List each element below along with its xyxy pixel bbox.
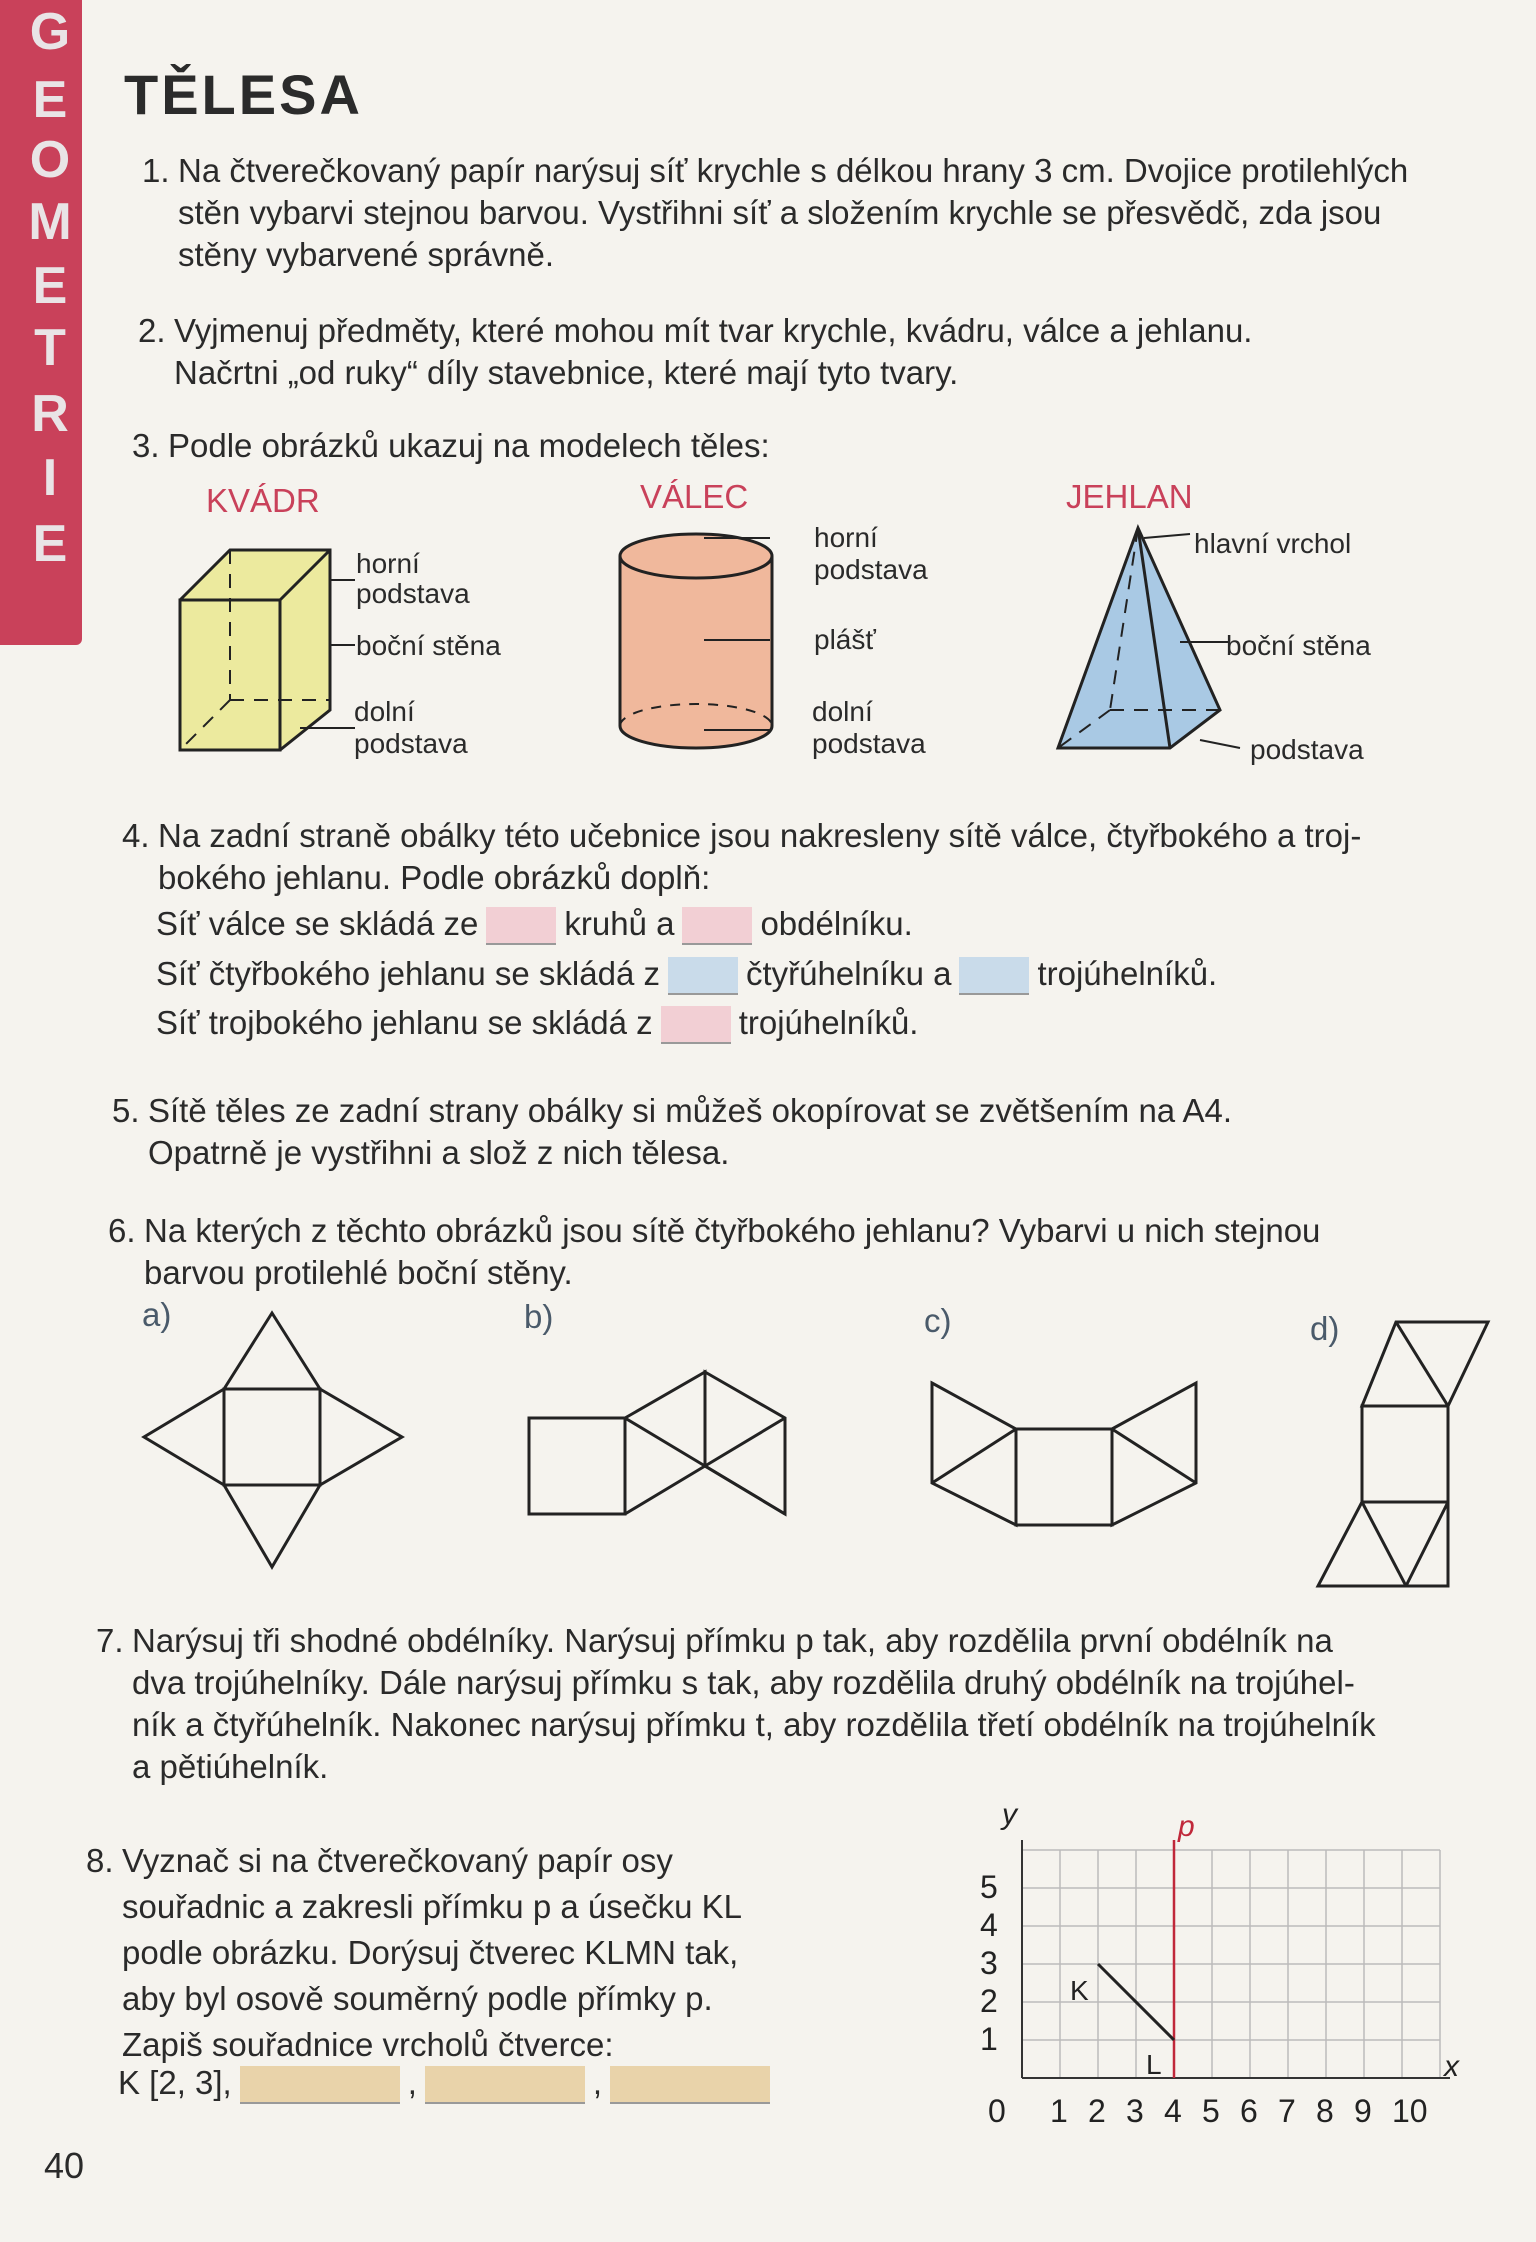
- y-tick-label: 5: [980, 1869, 998, 1905]
- side-tab-letter: O: [29, 131, 71, 189]
- page-title: TĚLESA: [124, 63, 363, 126]
- page-number: 40: [44, 2145, 85, 2186]
- net-a-drawing: [140, 1305, 410, 1575]
- cuboid-drawing: [170, 540, 370, 760]
- task-1: [142, 150, 1478, 276]
- x-tick-label: 5: [1202, 2093, 1220, 2129]
- task-6: [108, 1210, 1504, 1294]
- x-tick-label: 9: [1354, 2093, 1372, 2129]
- task-4: [122, 815, 1498, 899]
- task-line: Narýsuj tři shodné obdélníky. Narýsuj přímku p tak, aby rozdělila první obdélník na: [132, 1622, 1333, 1659]
- answer-blank[interactable]: [240, 2066, 400, 2104]
- valec-label-bottom-2: podstava: [812, 728, 926, 759]
- net-c-drawing: [928, 1375, 1208, 1535]
- y-tick-label: 1: [980, 2021, 998, 2057]
- task-line: Zapiš souřadnice vrcholů čtverce:: [122, 2026, 614, 2063]
- answer-row: [118, 2064, 778, 2104]
- fill-text: kruhů a: [564, 905, 675, 942]
- kvadr-title: KVÁDR: [206, 482, 320, 519]
- y-tick-label: 4: [980, 1907, 998, 1943]
- y-axis-label: y: [1002, 1798, 1017, 1831]
- side-tab-letter: R: [31, 385, 69, 443]
- task-line: Opatrně je vystřihni a slož z nich tělesa.: [148, 1134, 730, 1171]
- side-tab-letter: M: [28, 193, 72, 251]
- task-number: 7.: [96, 1622, 124, 1659]
- net-b-drawing: [525, 1368, 795, 1518]
- valec-title: VÁLEC: [640, 478, 749, 515]
- x-tick-label: 1: [1050, 2093, 1068, 2129]
- task-number: 6.: [108, 1212, 136, 1249]
- option-b-label: b): [524, 1298, 554, 1335]
- blank-field[interactable]: [661, 1006, 731, 1044]
- fill-text: Síť čtyřbokého jehlanu se skládá z: [156, 955, 660, 992]
- task-line: bokého jehlanu. Podle obrázků doplň:: [158, 859, 711, 896]
- kvadr-label-top-2: podstava: [356, 578, 470, 609]
- separator: ,: [407, 2064, 417, 2101]
- fill-text: obdélníku.: [760, 905, 913, 942]
- x-tick-label: 2: [1088, 2093, 1106, 2129]
- option-a-label: a): [142, 1296, 172, 1333]
- task-8: [86, 1838, 882, 2068]
- cylinder-drawing: [612, 518, 812, 763]
- jehlan-label-apex: hlavní vrchol: [1194, 528, 1352, 559]
- fill-text: trojúhelníků.: [1037, 955, 1218, 992]
- jehlan-title: JEHLAN: [1066, 478, 1193, 515]
- side-tab-letter: E: [32, 257, 68, 315]
- jehlan-label-base: podstava: [1250, 734, 1364, 765]
- valec-label-top-2: podstava: [814, 554, 928, 585]
- task-line: ník a čtyřúhelník. Nakonec narýsuj přímku t, aby rozdělila třetí obdélník na trojúhelník: [132, 1706, 1376, 1743]
- x-tick-label: 3: [1126, 2093, 1144, 2129]
- task-line: Na zadní straně obálky této učebnice jsou nakresleny sítě válce, čtyřbokého a troj-: [158, 817, 1362, 854]
- x-tick-label: 10: [1392, 2093, 1428, 2129]
- fill-text: čtyřúhelníku a: [746, 955, 952, 992]
- task-line: Na kterých z těchto obrázků jsou sítě čtyřbokého jehlanu? Vybarvi u nich stejnou: [144, 1212, 1321, 1249]
- task-line: Vyjmenuj předměty, které mohou mít tvar krychle, kvádru, válce a jehlanu.: [174, 312, 1253, 349]
- task-number: 1.: [142, 152, 170, 189]
- task-number: 2.: [138, 312, 166, 349]
- task-number: 3.: [132, 427, 160, 464]
- answer-prefix: K [2, 3],: [118, 2064, 232, 2101]
- task-line: barvou protilehlé boční stěny.: [144, 1254, 573, 1291]
- task-number: 5.: [112, 1092, 140, 1129]
- task-line: stěn vybarvi stejnou barvou. Vystřihni síť a složením krychle se přesvědč, zda jsou: [178, 194, 1382, 231]
- section-side-tab: [0, 0, 82, 645]
- y-tick-label: 2: [980, 1983, 998, 2019]
- task-line: Sítě těles ze zadní strany obálky si můžeš okopírovat se zvětšením na A4.: [148, 1092, 1233, 1129]
- origin-label: 0: [988, 2093, 1006, 2129]
- x-axis-label: x: [1444, 2050, 1459, 2083]
- kvadr-label-top-1: horní: [356, 548, 420, 579]
- net-d-drawing: [1310, 1318, 1500, 1598]
- point-k-label: K: [1070, 1975, 1089, 2006]
- valec-label-side: plášť: [814, 624, 876, 655]
- kvadr-label-bottom-2: podstava: [354, 728, 468, 759]
- x-tick-label: 8: [1316, 2093, 1334, 2129]
- task-number: 8.: [86, 1842, 114, 1879]
- task-line: podle obrázku. Dorýsuj čtverec KLMN tak,: [122, 1934, 739, 1971]
- answer-blank[interactable]: [610, 2066, 770, 2104]
- valec-label-bottom-1: dolní: [812, 696, 873, 727]
- kvadr-label-side: boční stěna: [356, 630, 501, 661]
- line-p-label: p: [1178, 1810, 1195, 1843]
- side-tab-letter: I: [42, 449, 58, 507]
- axis-ticks: [980, 1869, 1428, 2129]
- task-number: 4.: [122, 817, 150, 854]
- side-tab-letter: E: [32, 71, 68, 129]
- task-line: a pětiúhelník.: [132, 1748, 329, 1785]
- fill-text: Síť trojbokého jehlanu se skládá z: [156, 1004, 653, 1041]
- side-tab-letter: G: [29, 3, 71, 61]
- task-line: dva trojúhelníky. Dále narýsuj přímku s tak, aby rozdělila druhý obdélník na trojúhel-: [132, 1664, 1355, 1701]
- blank-field[interactable]: [959, 957, 1029, 995]
- task-line: Vyznač si na čtverečkovaný papír osy: [122, 1842, 673, 1879]
- x-tick-label: 7: [1278, 2093, 1296, 2129]
- task-line: Na čtverečkovaný papír narýsuj síť krychle s délkou hrany 3 cm. Dvojice protilehlých: [178, 152, 1409, 189]
- point-l-label: L: [1146, 2049, 1162, 2080]
- task-line: Načrtni „od ruky“ díly stavebnice, které mají tyto tvary.: [174, 354, 959, 391]
- task-2: [138, 310, 1474, 394]
- x-tick-label: 4: [1164, 2093, 1182, 2129]
- side-tab-letter: E: [32, 515, 68, 573]
- task-line: stěny vybarvené správně.: [178, 236, 555, 273]
- grid: [1022, 1850, 1440, 2078]
- task-7: [96, 1620, 1512, 1788]
- kvadr-label-bottom-1: dolní: [354, 696, 415, 727]
- x-tick-label: 6: [1240, 2093, 1258, 2129]
- task-3: [132, 425, 1468, 467]
- separator: ,: [592, 2064, 603, 2101]
- side-tab-letter: T: [34, 319, 66, 377]
- answer-blank[interactable]: [425, 2066, 585, 2104]
- fill-line-cylinder: [156, 905, 913, 945]
- fill-text: trojúhelníků.: [738, 1004, 919, 1041]
- task-line: souřadnic a zakresli přímku p a úsečku KL: [122, 1888, 742, 1925]
- task-5: [112, 1090, 1488, 1174]
- blank-field[interactable]: [682, 907, 752, 945]
- option-d-label: d): [1310, 1310, 1340, 1347]
- blank-field[interactable]: [486, 907, 556, 945]
- fill-line-3pyramid: [156, 1004, 918, 1044]
- blank-field[interactable]: [668, 957, 738, 995]
- valec-label-top-1: horní: [814, 522, 878, 553]
- fill-line-4pyramid: [156, 955, 1217, 995]
- coordinate-graph: [960, 1798, 1480, 2130]
- y-tick-label: 3: [980, 1945, 998, 1981]
- option-c-label: c): [924, 1302, 952, 1339]
- task-line: Podle obrázků ukazuj na modelech těles:: [168, 427, 770, 464]
- fill-text: Síť válce se skládá ze: [156, 905, 479, 942]
- jehlan-label-side: boční stěna: [1226, 630, 1371, 661]
- task-line: aby byl osově souměrný podle přímky p.: [122, 1980, 713, 2017]
